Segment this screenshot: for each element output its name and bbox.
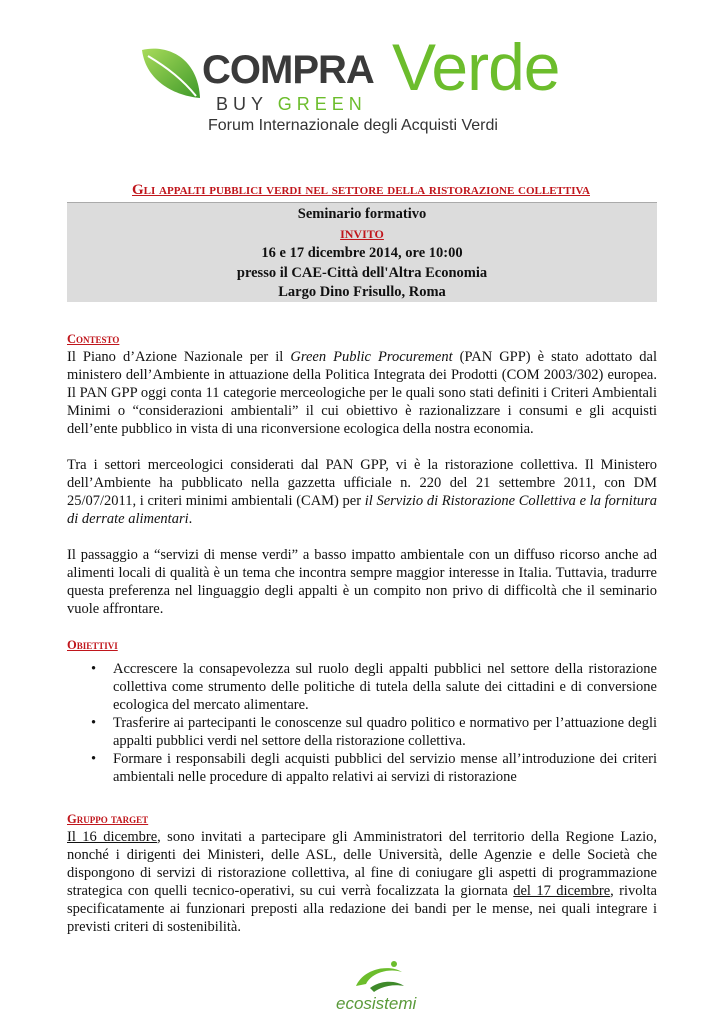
obiettivi-title: Obiettivi <box>67 638 118 652</box>
section-contesto <box>67 330 657 618</box>
section-obiettivi <box>67 636 657 786</box>
obiettivi-list <box>67 660 657 786</box>
leaf-icon <box>138 38 208 108</box>
ecosistemi-logo <box>330 958 430 1018</box>
logo-tagline: Forum Internazionale degli Acquisti Verdi <box>208 117 498 134</box>
logo-verde: Verde <box>392 30 560 104</box>
gruppo-paragraph: Il 16 dicembre, sono invitati a partecipare gli Amministratori del territorio della Regione Lazio, nonché i dirigenti dei Ministeri, delle ASL, delle Università, delle Agenzie e delle Società che dispongono di servizi di ristorazione collettiva, al fine di coniugare gli aspetti di programmazione strategica con quelli tecnico-operativi, su cui verrà focalizzata la giornata del 17 dicembre, rivolta specificatamente ai funzionari preposti alla redazione dei bandi per le mense, nei quali integrare i previsti criteri di sostenibilità. <box>67 829 657 935</box>
logo-green: GREEN <box>277 94 367 114</box>
invito-label: INVITO <box>340 226 384 241</box>
section-gruppo-target <box>67 810 657 936</box>
contesto-paragraph-2: Tra i settori merceologici considerati dal PAN GPP, vi è la ristorazione collettiva. Il Ministero dell’Ambiente ha pubblicato nella gazzetta ufficiale n. 220 del 21 settembre 2011, con DM 25/07/2011, i criteri minimi ambientali (CAM) per il Servizio di Ristorazione Collettiva e la fornitura di derrate alimentari. <box>67 457 657 527</box>
compraverde-logo <box>138 30 598 138</box>
event-address: Largo Dino Frisullo, Roma <box>278 284 446 300</box>
contesto-paragraph-1: Il Piano d’Azione Nazionale per il Green Public Procurement (PAN GPP) è stato adottato dal ministero dell’Ambiente in attuazione della Politica Integrata dei Prodotti (COM 2003/302) europea. Il PAN GPP oggi conta 11 categorie merceologiche per le quali sono stati definiti i Criteri Ambientali Minimi o “considerazioni ambientali” il cui obiettivo è razionalizzare i consumi e gli acquisti dell’ente pubblico in vista di una riconversione ecologica della nostra economia. <box>67 349 657 437</box>
ecosistemi-text: ecosistemi <box>336 994 417 1013</box>
logo-buy-green <box>216 94 367 114</box>
event-info-box <box>67 202 657 302</box>
contesto-paragraph-3: Il passaggio a “servizi di mense verdi” a basso impatto ambientale con un diffuso ricorso anche ad alimenti locali di qualità è un tema che incontra sempre maggior interesse in Italia. Tuttavia, tradurre questa preferenza nel linguaggio degli appalti è un compito non privo di difficoltà che il seminario vuole affrontare. <box>67 547 657 617</box>
document-title: Gli appalti pubblici verdi nel settore della ristorazione collettiva <box>132 182 590 198</box>
logo-compra: COMPRA <box>202 48 374 92</box>
swirl-icon <box>350 958 410 994</box>
event-place: presso il CAE-Città dell'Altra Economia <box>236 264 488 281</box>
list-item: • Formare i responsabili degli acquisti pubblici del servizio mense all’introduzione dei criteri ambientali nelle procedure di appalto relativi ai servizi di ristorazione <box>91 751 657 785</box>
event-date: 16 e 17 dicembre 2014, ore 10:00 <box>261 245 463 261</box>
contesto-title: Contesto <box>67 332 120 346</box>
seminar-label: Seminario formativo <box>297 206 427 222</box>
logo-buy: BUY <box>216 94 268 114</box>
list-item: • Trasferire ai partecipanti le conoscenze sul quadro politico e normativo per l’attuazione degli appalti pubblici verdi nel settore della ristorazione collettiva. <box>91 715 657 749</box>
list-item: • Accrescere la consapevolezza sul ruolo degli appalti pubblici nel settore della ristorazione collettiva come strumento delle politiche di tutela della salute dei cittadini e di conversione ecologica del mercato alimentare. <box>91 661 657 713</box>
gruppo-title: Gruppo target <box>67 812 149 826</box>
